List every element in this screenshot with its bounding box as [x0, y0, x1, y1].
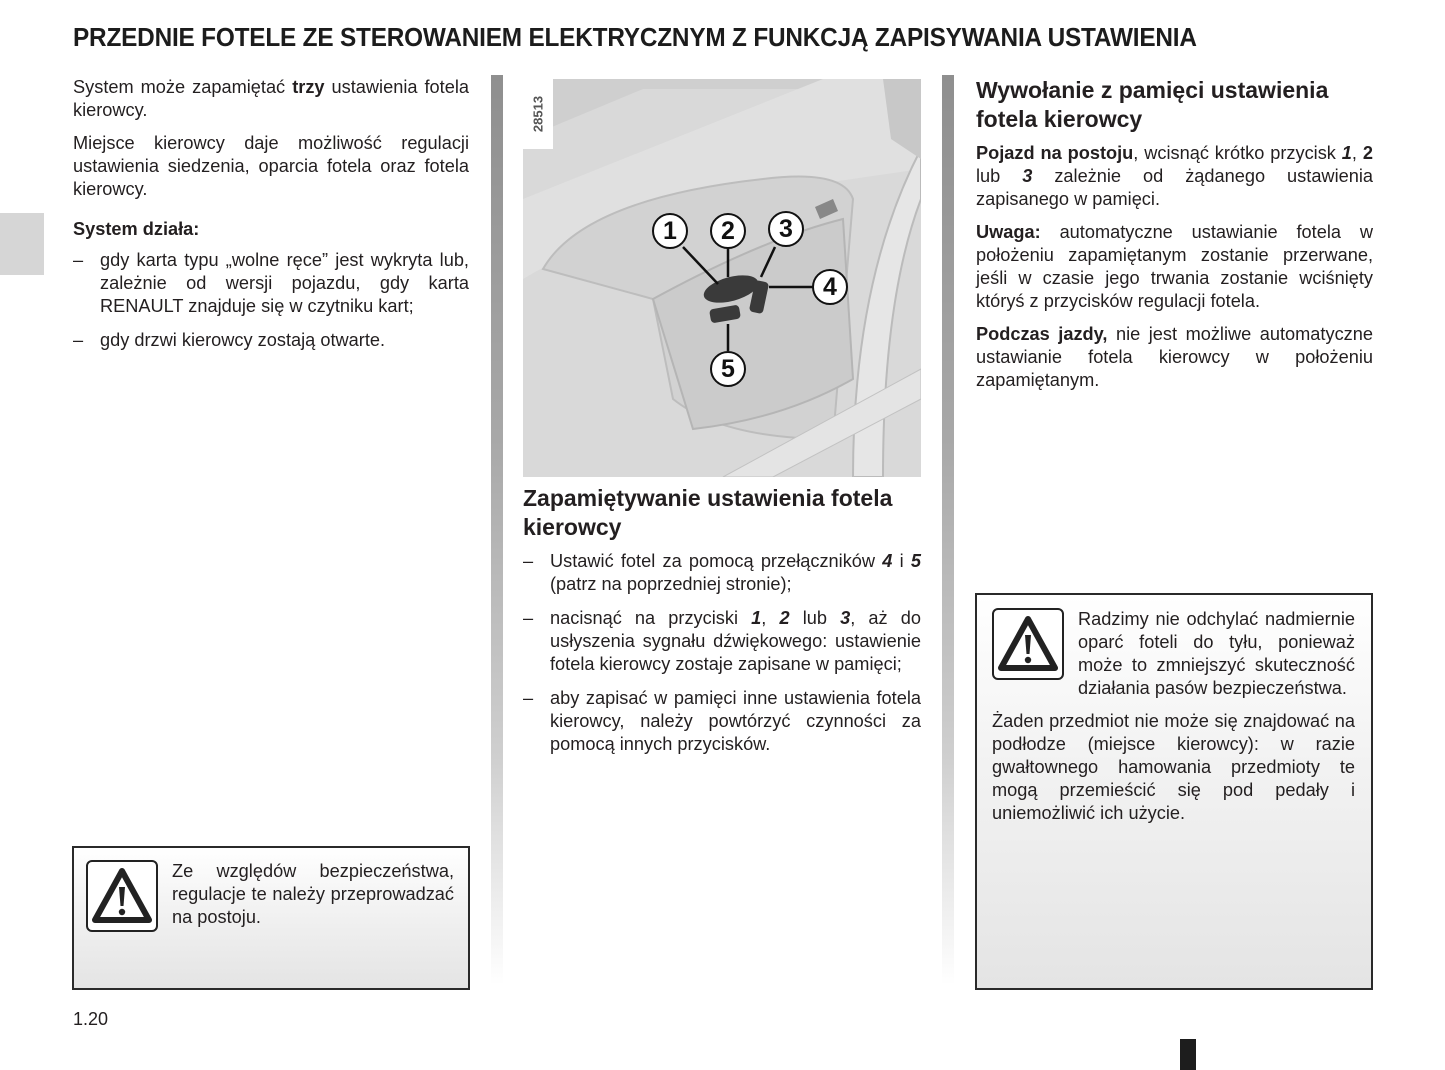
- intro-paragraph: System może zapamiętać trzy ustawienia fotela kierowcy.: [73, 77, 469, 120]
- chapter-tab: [0, 213, 44, 275]
- paragraph: Podczas jazdy, nie jest możliwe automatyczne ustawianie fotela kierowcy w położeniu zapamiętanym.: [976, 324, 1373, 390]
- list-item: – gdy karta typu „wolne ręce” jest wykryta lub, zależnie od wersji pojazdu, gdy karta RENAULT znajduje się w czytniku kart;: [73, 250, 469, 316]
- warning-box: [72, 846, 470, 990]
- system-heading: System działa:: [73, 219, 200, 239]
- seat-controls-illustration: [523, 79, 921, 477]
- section-heading: Zapamiętywanie ustawienia fotela kierowcy: [523, 485, 893, 540]
- steps-list: [523, 550, 921, 756]
- callout-1: 1: [652, 213, 688, 249]
- callout-5: 5: [710, 351, 746, 387]
- left-column: [73, 76, 469, 363]
- list-item: – gdy drzwi kierowcy zostają otwarte.: [73, 330, 386, 350]
- column-divider: [491, 75, 503, 985]
- warning-triangle-icon: [992, 608, 1064, 680]
- column-divider: [942, 75, 954, 985]
- list-item: – nacisnąć na przyciski 1, 2 lub 3, aż do usłyszenia sygnału dźwiękowego: ustawienie fotela kierowcy zostaje zapisane w pamięci;: [523, 608, 921, 674]
- conditions-list: [73, 249, 469, 352]
- list-item: – aby zapisać w pamięci inne ustawienia fotela kierowcy, należy powtórzyć czynności za pomocą innych przycisków.: [523, 688, 921, 754]
- intro-paragraph: Miejsce kierowcy daje możliwość regulacji ustawienia siedzenia, oparcia fotela oraz fotela kierowcy.: [73, 133, 469, 199]
- paragraph: Pojazd na postoju, wcisnąć krótko przycisk 1, 2 lub 3 zależnie od żądanego ustawienia zapisanego w pamięci.: [976, 143, 1373, 209]
- warning-box: [975, 593, 1373, 990]
- figure-id: 28513: [523, 79, 553, 149]
- callout-4: 4: [812, 269, 848, 305]
- callout-3: 3: [768, 211, 804, 247]
- warning-text: Ze względów bezpieczeństwa, regulacje te należy przeprowadzać na postoju.: [172, 861, 454, 927]
- page-number: 1.20: [73, 1009, 109, 1029]
- warning-triangle-icon: [86, 860, 158, 932]
- paragraph: Uwaga: automatyczne ustawianie fotela w położeniu zapamiętanym zostanie przerwane, jeśli w czasie jego trwania zostanie wciśnięty któryś z przycisków regulacji fotela.: [976, 222, 1373, 311]
- section-thumb-marker: [1180, 1039, 1196, 1070]
- middle-column: [523, 484, 921, 767]
- right-column: [976, 76, 1373, 402]
- section-heading: Wywołanie z pamięci ustawienia fotela kierowcy: [976, 77, 1329, 132]
- page-title: PRZEDNIE FOTELE ZE STEROWANIEM ELEKTRYCZNYM Z FUNKCJĄ ZAPISYWANIA USTAWIENIA: [73, 24, 1197, 52]
- warning-text: Radzimy nie odchylać nadmiernie oparć foteli do tyłu, ponieważ może to zmniejszyć skuteczność działania pasów bezpieczeństwa.: [1078, 609, 1355, 698]
- warning-text: Żaden przedmiot nie może się znajdować na podłodze (miejsce kierowcy): w razie gwałtownego hamowania przedmioty te mogą przemieścić się pod pedały i uniemożliwić ich użycie.: [992, 711, 1355, 823]
- callout-2: 2: [710, 213, 746, 249]
- list-item: – Ustawić fotel za pomocą przełączników 4 i 5 (patrz na poprzedniej stronie);: [523, 551, 921, 594]
